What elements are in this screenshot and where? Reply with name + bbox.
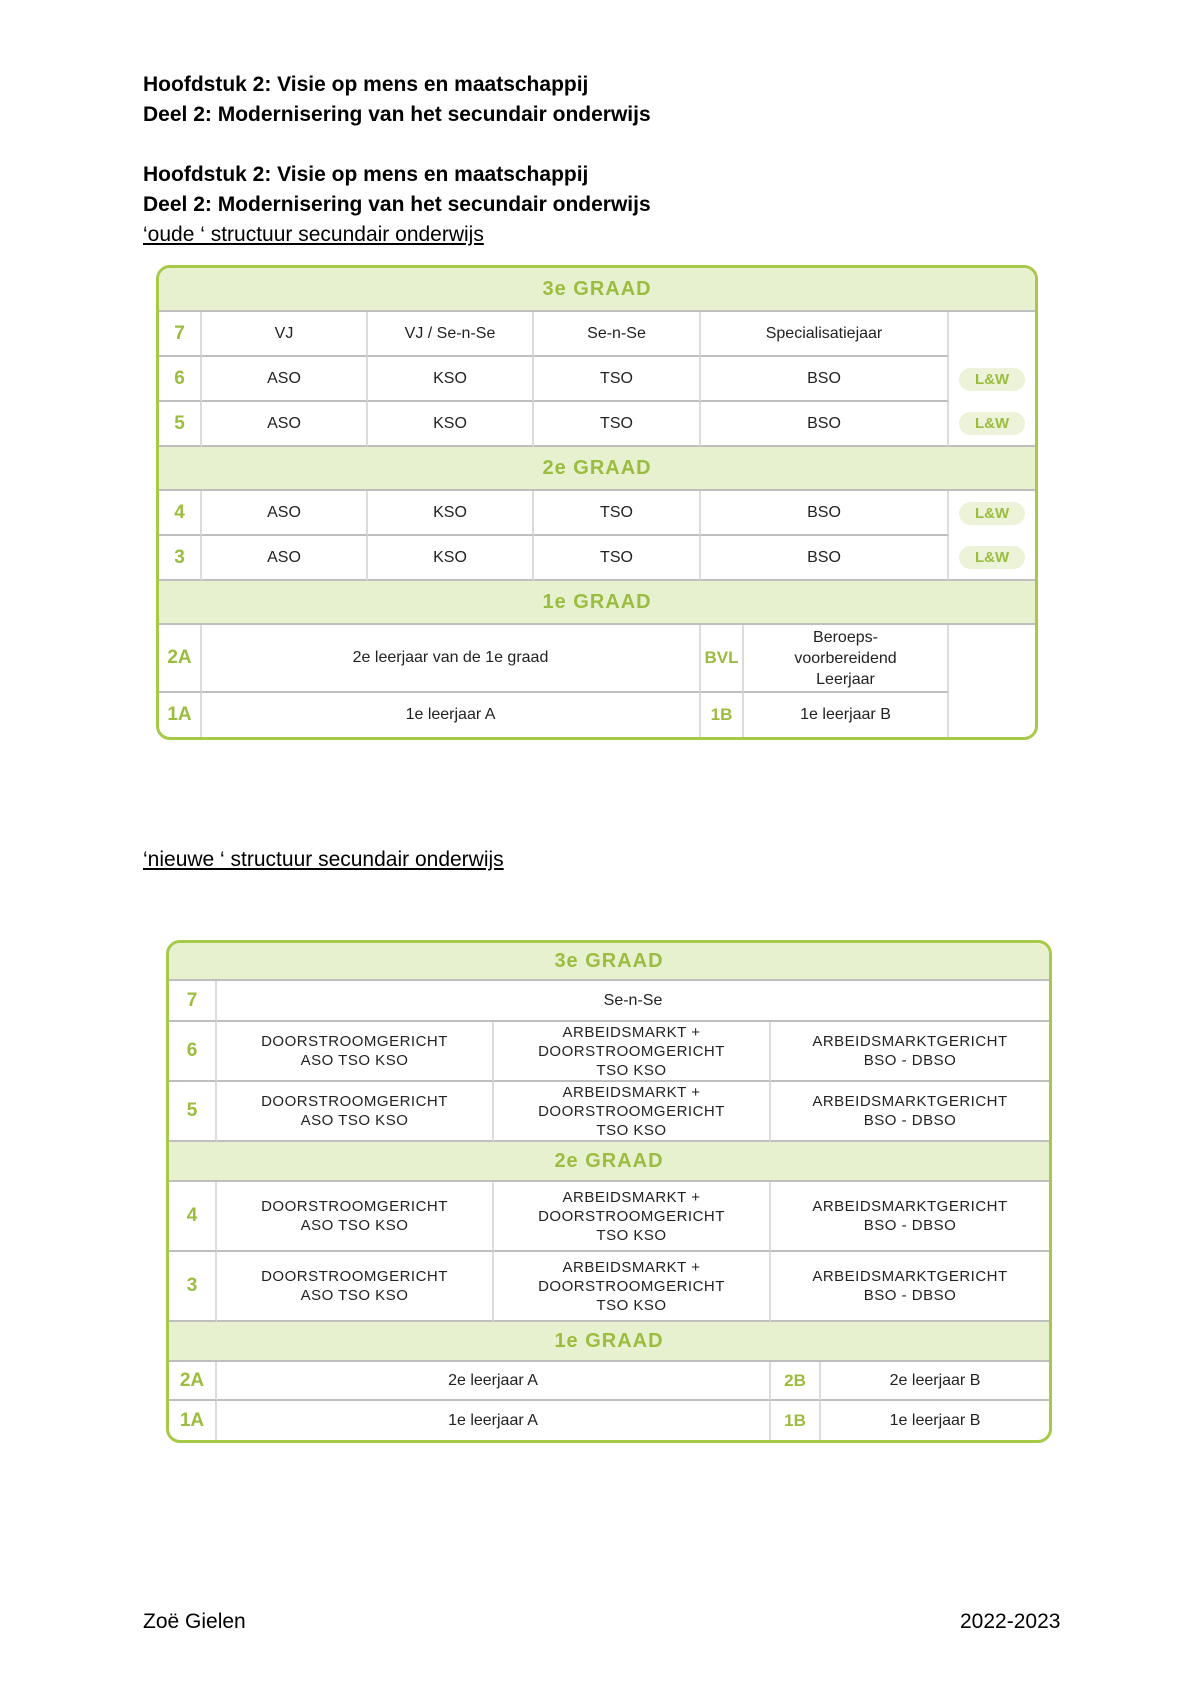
doorstroom-cell: DOORSTROOMGERICHT ASO TSO KSO — [217, 1082, 494, 1142]
year-label: 6 — [159, 357, 202, 402]
grade-2-header: 2e GRAAD — [159, 447, 1035, 491]
arbeid-cell: ARBEIDSMARKTGERICHT BSO - DBSO — [771, 1022, 1049, 1082]
year-label: 4 — [169, 1182, 217, 1252]
lw-badge: L&W — [959, 546, 1025, 569]
side-label: 1B — [771, 1401, 821, 1440]
old-structure-table — [156, 265, 1038, 740]
chapter-title: Hoofdstuk 2: Visie op mens en maatschappij — [143, 163, 589, 186]
empty-cell — [949, 625, 1035, 693]
grade-3-header: 3e GRAAD — [159, 268, 1035, 312]
year-label: 3 — [169, 1252, 217, 1322]
cell: 1e leerjaar B — [744, 693, 949, 737]
cell: KSO — [368, 536, 534, 581]
cell: 1e leerjaar B — [889, 1411, 981, 1429]
part-title: Deel 2: Modernisering van het secundair onderwijs — [143, 103, 651, 126]
year-label: 1A — [169, 1401, 217, 1440]
cell: 1e leerjaar A — [217, 1401, 771, 1440]
year-label: 6 — [169, 1022, 217, 1082]
cell: 2e leerjaar A — [217, 1362, 771, 1401]
dubbel-cell: ARBEIDSMARKT + DOORSTROOMGERICHT TSO KSO — [494, 1252, 771, 1322]
doorstroom-cell: DOORSTROOMGERICHT ASO TSO KSO — [217, 1022, 494, 1082]
cell: ASO — [202, 491, 368, 536]
empty-cell — [949, 312, 1035, 357]
cell: BSO — [701, 536, 949, 581]
year-label: 5 — [159, 402, 202, 447]
cell: ASO — [202, 402, 368, 447]
empty-cell — [949, 693, 1035, 737]
header-block-repeat — [143, 160, 651, 250]
year-label: 3 — [159, 536, 202, 581]
dubbel-cell: ARBEIDSMARKT + DOORSTROOMGERICHT TSO KSO — [494, 1022, 771, 1082]
footer-year: 2022-2023 — [960, 1610, 1061, 1633]
pill-cell — [949, 402, 1035, 447]
cell: TSO — [534, 536, 701, 581]
cell: KSO — [368, 402, 534, 447]
cell: TSO — [534, 402, 701, 447]
cell: TSO — [534, 357, 701, 402]
cell: 2e leerjaar van de 1e graad — [202, 625, 701, 693]
doorstroom-cell: DOORSTROOMGERICHT ASO TSO KSO — [217, 1252, 494, 1322]
pill-cell — [949, 491, 1035, 536]
header-block — [143, 70, 651, 130]
new-structure-title: ‘nieuwe ‘ structuur secundair onderwijs — [143, 848, 504, 871]
footer-author: Zoë Gielen — [143, 1610, 246, 1633]
year-label: 4 — [159, 491, 202, 536]
pill-cell — [949, 357, 1035, 402]
part-title: Deel 2: Modernisering van het secundair onderwijs — [143, 193, 651, 216]
cell: KSO — [368, 357, 534, 402]
new-structure-table — [166, 940, 1052, 1443]
lw-badge: L&W — [959, 368, 1025, 391]
cell: VJ — [202, 312, 368, 357]
lw-badge: L&W — [959, 502, 1025, 525]
arbeid-cell: ARBEIDSMARKTGERICHT BSO - DBSO — [771, 1252, 1049, 1322]
year-label: 2A — [169, 1362, 217, 1401]
cell: KSO — [368, 491, 534, 536]
old-structure-title: ‘oude ‘ structuur secundair onderwijs — [143, 223, 484, 246]
cell: 2e leerjaar B — [821, 1362, 1049, 1401]
side-label: 2B — [771, 1362, 821, 1401]
cell: Beroeps- voorbereidend Leerjaar — [744, 625, 949, 693]
chapter-title: Hoofdstuk 2: Visie op mens en maatschappij — [143, 73, 589, 96]
year-label: 7 — [159, 312, 202, 357]
grade-2-header: 2e GRAAD — [169, 1142, 1049, 1182]
year-label: 7 — [169, 981, 217, 1022]
doorstroom-cell: DOORSTROOMGERICHT ASO TSO KSO — [217, 1182, 494, 1252]
year-label: 2A — [159, 625, 202, 693]
arbeid-cell: ARBEIDSMARKTGERICHT BSO - DBSO — [771, 1182, 1049, 1252]
dubbel-cell: ARBEIDSMARKT + DOORSTROOMGERICHT TSO KSO — [494, 1182, 771, 1252]
year-label: 1A — [159, 693, 202, 737]
side-label: 1B — [701, 693, 744, 737]
side-label: BVL — [701, 625, 744, 693]
cell: BSO — [701, 402, 949, 447]
year-label: 5 — [169, 1082, 217, 1142]
cell: Specialisatiejaar — [701, 312, 949, 357]
grade-1-header: 1e GRAAD — [169, 1322, 1049, 1362]
cell: TSO — [534, 491, 701, 536]
cell: Se-n-Se — [217, 981, 1049, 1022]
cell: Se-n-Se — [534, 312, 701, 357]
dubbel-cell: ARBEIDSMARKT + DOORSTROOMGERICHT TSO KSO — [494, 1082, 771, 1142]
arbeid-cell: ARBEIDSMARKTGERICHT BSO - DBSO — [771, 1082, 1049, 1142]
lw-badge: L&W — [959, 412, 1025, 435]
cell: ASO — [202, 536, 368, 581]
grade-3-header: 3e GRAAD — [169, 943, 1049, 981]
pill-cell — [949, 536, 1035, 581]
cell: BSO — [701, 357, 949, 402]
cell: VJ / Se-n-Se — [368, 312, 534, 357]
cell: BSO — [701, 491, 949, 536]
cell: 1e leerjaar A — [202, 693, 701, 737]
grade-1-header: 1e GRAAD — [159, 581, 1035, 625]
cell: ASO — [202, 357, 368, 402]
